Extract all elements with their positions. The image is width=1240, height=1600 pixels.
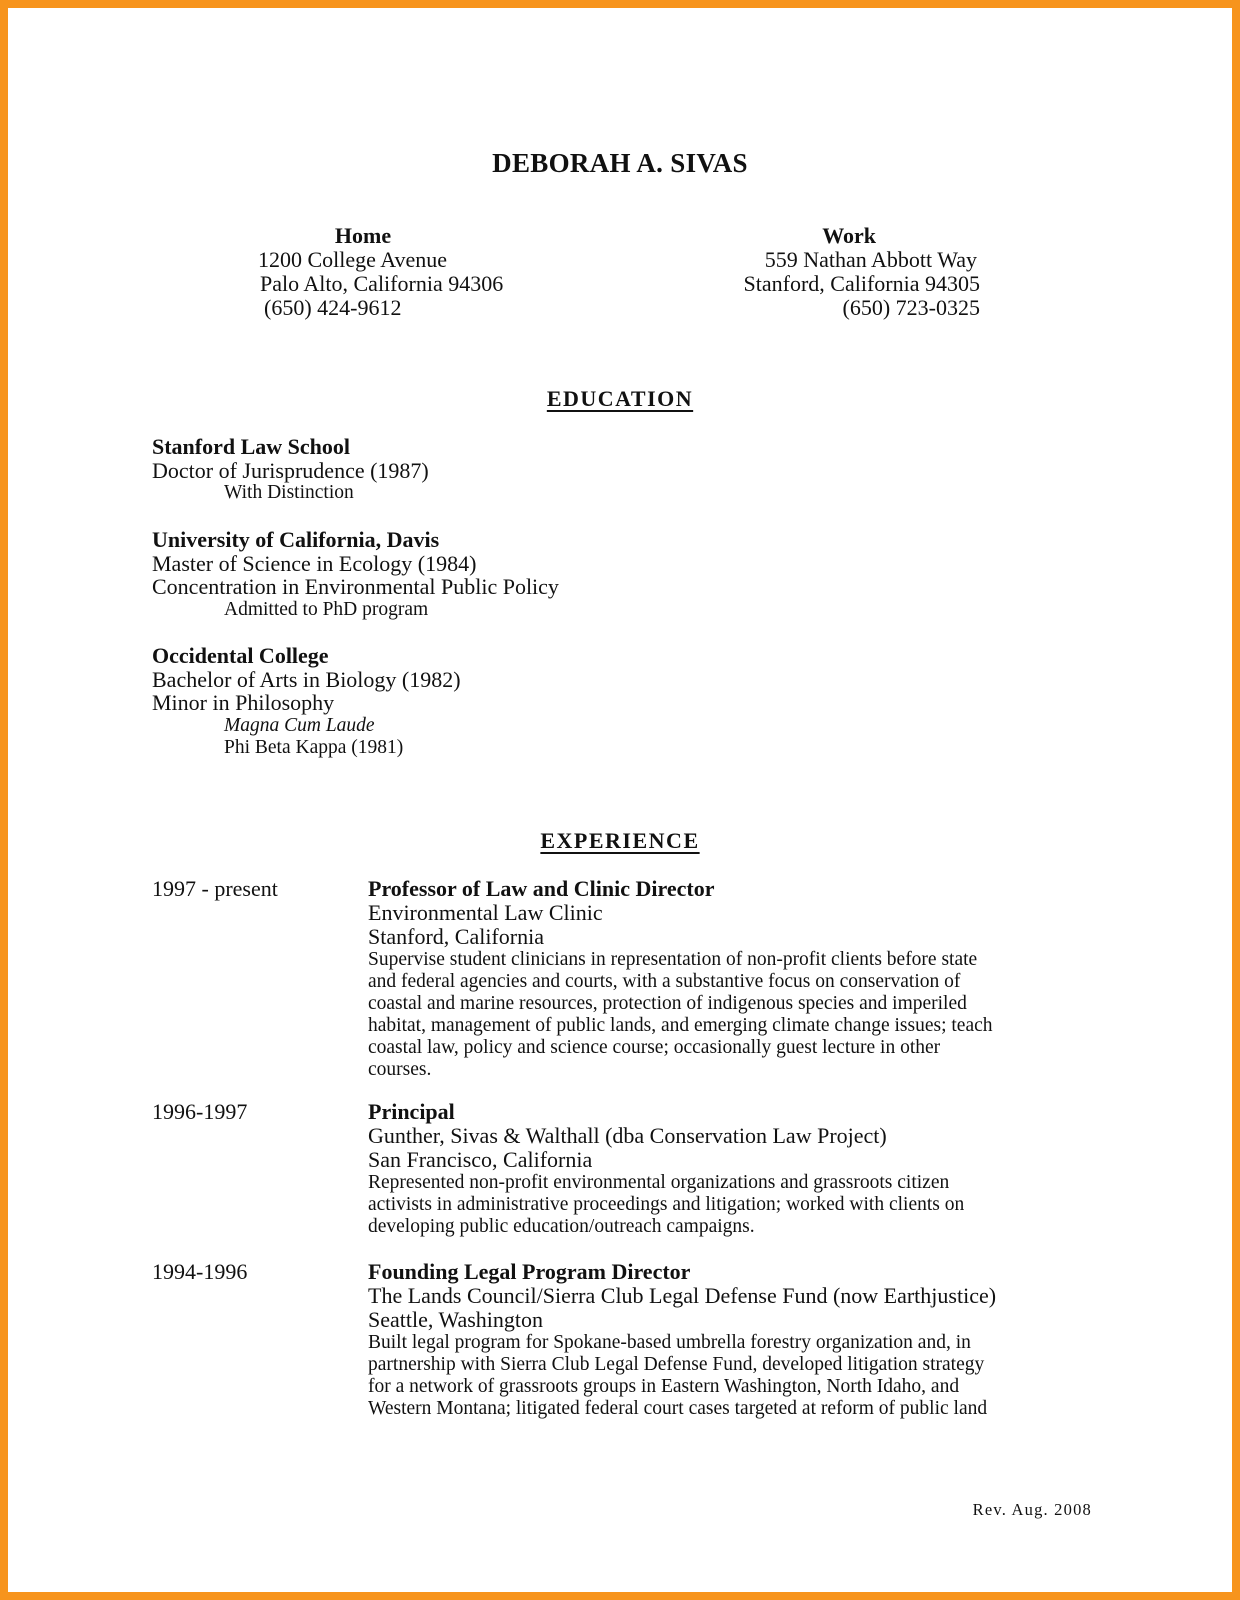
- job-description: Supervise student clinicians in representation of non-profit clients before state and federal agencies and courts, with a substantive focus on conservation of coastal and marine resources, protection of indigenous species and imperiled habitat, management of public lands, and emerging climate change issues; teach coastal law, policy and science course; occasionally guest lecture in other courses.: [368, 949, 993, 1080]
- degree-line: Bachelor of Arts in Biology (1982): [152, 666, 461, 692]
- home-label: Home: [334, 223, 392, 248]
- home-phone: (650) 424-9612: [264, 295, 402, 320]
- honors-line: Phi Beta Kappa (1981): [224, 736, 404, 758]
- honors-line: Magna Cum Laude: [224, 714, 375, 736]
- school-name: Occidental College: [152, 643, 329, 668]
- education-entry: [152, 644, 461, 759]
- job-location: San Francisco, California: [368, 1147, 593, 1172]
- job-title: Founding Legal Program Director: [368, 1259, 691, 1284]
- job-title: Professor of Law and Clinic Director: [368, 876, 715, 901]
- job-dates: 1997 - present: [152, 876, 278, 901]
- job-dates: 1994-1996: [152, 1259, 248, 1284]
- resume-name: DEBORAH A. SIVAS: [492, 148, 748, 178]
- degree-line: Concentration in Environmental Public Policy: [152, 574, 559, 599]
- honors-line: Admitted to PhD program: [224, 598, 429, 620]
- education-entry: [152, 528, 559, 621]
- job-organization: The Lands Council/Sierra Club Legal Defense Fund (now Earthjustice): [368, 1283, 997, 1308]
- school-name: University of California, Davis: [152, 527, 440, 552]
- school-name: Stanford Law School: [152, 434, 351, 459]
- education-entry: [152, 435, 429, 504]
- job-location: Stanford, California: [368, 924, 544, 949]
- job-location: Seattle, Washington: [368, 1307, 544, 1332]
- work-phone: (650) 723-0325: [842, 295, 980, 320]
- experience-heading: EXPERIENCE: [540, 828, 700, 853]
- degree-line: Master of Science in Ecology (1984): [152, 550, 477, 576]
- home-address-line2: Palo Alto, California 94306: [260, 271, 504, 296]
- job-description: Built legal program for Spokane-based umbrella forestry organization and, in partnership with Sierra Club Legal Defense Fund, developed litigation strategy for a network of grassroots groups in Eastern Washington, North Idaho, and Western Montana; litigated federal court cases targeted at reform of public land: [368, 1332, 988, 1419]
- work-address-line2: Stanford, California 94305: [743, 271, 980, 296]
- job-body: [368, 877, 1088, 1081]
- work-label: Work: [822, 223, 876, 248]
- revision-date: Rev. Aug. 2008: [972, 1500, 1092, 1519]
- work-contact: [680, 224, 980, 320]
- job-body: [368, 1100, 1088, 1238]
- honors-line: With Distinction: [224, 482, 354, 503]
- degree-line: Doctor of Jurisprudence (1987): [152, 457, 429, 483]
- work-address-line1: 559 Nathan Abbott Way: [764, 247, 977, 272]
- job-organization: Environmental Law Clinic: [368, 900, 603, 925]
- degree-line: Minor in Philosophy: [152, 690, 335, 715]
- home-address-line1: 1200 College Avenue: [258, 247, 447, 272]
- education-heading: EDUCATION: [546, 386, 694, 411]
- home-contact: [258, 224, 528, 320]
- job-title: Principal: [368, 1099, 455, 1124]
- job-organization: Gunther, Sivas & Walthall (dba Conservation Law Project): [368, 1123, 887, 1148]
- job-body: [368, 1260, 1088, 1420]
- job-description: Represented non-profit environmental organizations and grassroots citizen activists in administrative proceedings and litigation; worked with clients on developing public education/outreach campaigns.: [368, 1172, 965, 1237]
- job-dates: 1996-1997: [152, 1099, 248, 1124]
